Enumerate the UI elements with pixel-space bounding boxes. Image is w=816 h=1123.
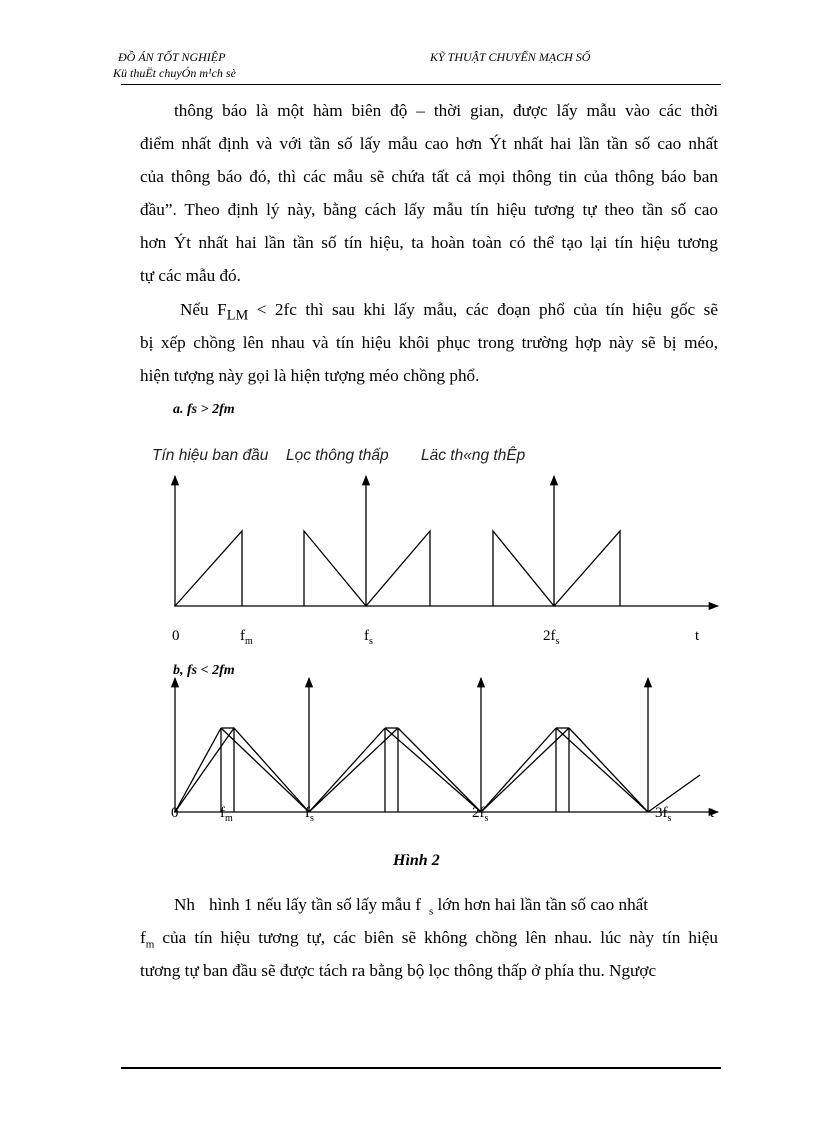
a-label-0: 0 [172, 628, 180, 644]
text-line: tự các mẫu đó. [140, 266, 241, 285]
text-line: tương tự ban đầu sẽ được tách ra bằng bộ lọc thông thấp ở phía thu. Ngược [140, 961, 657, 980]
b-overlap-1 [175, 728, 309, 812]
b-label-t: t [710, 805, 715, 821]
text-line: điểm nhất định và với tần số lấy mẫu cao hơn Ýt nhất hai lần tần số cao nhất [140, 134, 718, 153]
a-label-t: t [695, 628, 700, 644]
text-line: bị xếp chồng lên nhau và tín hiệu khôi phục trong trường hợp này sẽ bị méo, [140, 333, 718, 352]
b-overlap-2 [309, 728, 385, 812]
text-line: Nếu $F_{LM} < 2fc$ thì sau khi lấy mẫu, các đoạn phổ của tín hiệu gốc sẽ [180, 300, 718, 324]
b-overlap-3 [481, 728, 556, 812]
text-line: đầu”. Theo định lý này, bằng cách lấy mẫu tín hiệu tương tự theo tần số cao [140, 200, 718, 219]
text-line: của thông báo đó, thì các mẫu sẽ chứa tất cả mọi thông tin của thông báo ban [140, 167, 718, 186]
b-label-0: 0 [171, 805, 179, 821]
footer-rule [121, 1067, 721, 1069]
b-label-2fs: $2f_s$ [472, 805, 489, 824]
label-lowpass-filter: Lọc thông thấp [286, 447, 389, 464]
a-label-2fs: $2f_s$ [543, 628, 560, 647]
figure-a-caption: a. fs > 2fm [173, 402, 235, 417]
text-line: thông báo là một hàm biên độ – thời gian, được lấy mẫu vào các thời [174, 101, 718, 120]
a-band-2fs [493, 531, 620, 606]
b-overlap-1b [175, 728, 221, 812]
label-lowpass-filter-legacy: Läc th«ng thÊp [421, 447, 526, 464]
b-label-fs: $f_s$ [305, 805, 314, 824]
text-line: Nh hình 1 nếu lấy tần số lấy mẫu f $_s$ lớn hơn hai lần tần số cao nhất [174, 895, 649, 918]
header-left-subtitle: Kü thuËt chuyÓn m¹ch sè [113, 66, 236, 80]
text-line: hơn Ýt nhất hai lần tần số tín hiệu, ta hoàn toàn có thể tạo lại tín hiệu tương [140, 233, 718, 252]
header-left-title: ĐỒ ÁN TỐT NGHIỆP [118, 50, 226, 64]
a-label-fm: $f_m$ [240, 628, 253, 647]
a-band-fs [304, 531, 430, 606]
text-line: hiện tượng này gọi là hiện tượng méo chồng phổ. [140, 366, 480, 385]
label-original-signal: Tín hiệu ban đầu [152, 447, 269, 464]
figure-title: Hình 2 [393, 852, 440, 869]
a-label-fs: $f_s$ [364, 628, 373, 647]
figure-b-caption: b, fs < 2fm [173, 663, 235, 678]
text-line: $f_m$ của tín hiệu tương tự, các biên sẽ không chồng lên nhau. lúc này tín hiệu [140, 928, 718, 951]
a-baseband-spectrum [175, 531, 242, 606]
paragraph-3 [140, 888, 718, 987]
b-label-3fs: $3f_s$ [655, 805, 672, 824]
header-right-title: KỸ THUẬT CHUYỂN MẠCH SỐ [430, 50, 591, 64]
b-label-fm: $f_m$ [220, 805, 233, 824]
